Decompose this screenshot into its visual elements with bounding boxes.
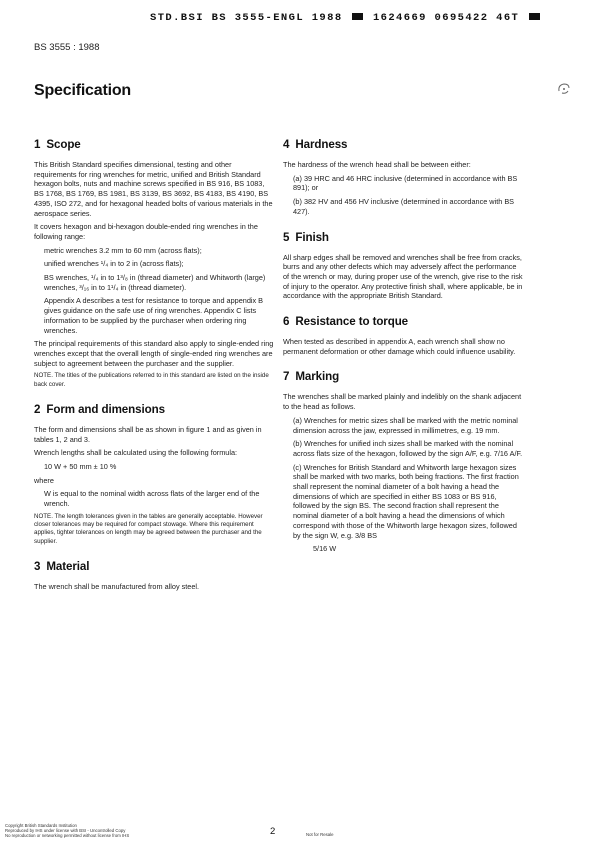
- paragraph: The hardness of the wrench head shall be between either:: [283, 160, 471, 169]
- paragraph: It covers hexagon and bi-hexagon double-ended ring wrenches in the following range:: [34, 222, 258, 241]
- list-item: (b) Wrenches for unified inch sizes shall be marked with the nominal across flats size of the hexagon, followed by the sign A/F, e.g. 7/16 A/F.: [293, 439, 523, 458]
- barcode-block-icon: [352, 13, 363, 20]
- standard-number: BS 3555 : 1988: [34, 42, 100, 53]
- section-heading: 7 Marking: [283, 370, 340, 384]
- list-item: (b) 382 HV and 456 HV inclusive (determined in accordance with BS 427).: [293, 197, 515, 216]
- section-heading: 2 Form and dimensions: [34, 402, 165, 416]
- definition: W is equal to the nominal width across flats of the larger end of the wrench.: [44, 489, 260, 509]
- left-column: [34, 138, 276, 606]
- section-heading: 1 Scope: [34, 138, 81, 151]
- example-mark: 5/16 W: [313, 544, 337, 554]
- section-finish: [283, 231, 523, 302]
- section-heading: 5 Finish: [283, 230, 329, 244]
- section-material: [34, 560, 276, 592]
- paragraph: The wrenches shall be marked plainly and indelibly on the shank adjacent to the head as follows.: [283, 392, 522, 412]
- section-scope: [34, 138, 276, 389]
- paragraph: The wrench shall be manufactured from alloy steel.: [34, 582, 200, 592]
- paragraph: When tested as described in appendix A, each wrench shall show no permanent deformation or other damage which could influence usability.: [283, 337, 516, 356]
- section-resistance-to-torque: [283, 315, 523, 356]
- list-item: (a) Wrenches for metric sizes shall be marked with the metric nominal dimension across the jaw, expressed in millimetres, e.g. 19 mm.: [293, 415, 518, 435]
- kitemark-logo-icon: [556, 82, 572, 96]
- document-code-left: STD.BSI BS 3555-ENGL 1988: [150, 12, 343, 24]
- range-item: unified wrenches ¹/₄ in to 2 in (across flats);: [44, 259, 184, 269]
- page-title: Specification: [34, 82, 131, 99]
- copyright-notice: Copyright British Standards Institution Reproduced by IHS under license with BSI - Uncontrolled Copy No reproduction or networking permitted without license from IHS: [5, 823, 130, 839]
- section-heading: 4 Hardness: [283, 138, 348, 151]
- section-hardness: [283, 138, 523, 217]
- note: NOTE. The length tolerances given in the tables are generally acceptable. However closer tolerances may be required for compact stowage. Where this requirement applies, tighter tolerances on length may be agreed between the purchaser and the supplier.: [34, 512, 263, 545]
- paragraph: This British Standard specifies dimensional, testing and other requirements for ring wrenches for metric, unified and British Standard hexagon bolts, nuts and machine screws specified in BS 916, BS 1083, BS 1768, BS 1769, BS 1981, BS 3139, BS 3692, BS 4183, BS 4190, BS 4395, ISO 272, and for hexagonal headed bolts of various materials in the aerospace series.: [34, 160, 273, 218]
- paragraph: Wrench lengths shall be calculated using the following formula:: [34, 448, 238, 458]
- note: NOTE. The titles of the publications referred to in this standard are listed on the inside back cover.: [34, 372, 269, 388]
- section-form-and-dimensions: [34, 403, 276, 546]
- section-heading: 6 Resistance to torque: [283, 315, 409, 329]
- right-column: [283, 138, 523, 568]
- list-item: (a) 39 HRC and 46 HRC inclusive (determined in accordance with BS 891); or: [293, 173, 518, 193]
- barcode-block-icon: [529, 13, 540, 20]
- list-item: (c) Wrenches for British Standard and Whitworth large hexagon sizes shall be marked with two marks, both being fractions. The first fraction shall represent the nominal diameter of a bolt having a head the dimensions of which are specified in either BS 1083 or BS 916, followed by the sign BS. The second fraction shall represent the nominal diameter of a bolt having a head the dimensions of which correspond with those of the Whitworth large hexagon sizes, followed by the sign W, e.g. 3/8 BS: [293, 462, 519, 540]
- section-heading: 3 Material: [34, 560, 90, 574]
- paragraph: The principal requirements of this standard also apply to single-ended ring wrenches except that the overall length of single-ended ring wrenches are subject to agreement between the purchaser and the supplier.: [34, 339, 274, 368]
- document-code-right: 1624669 0695422 46T: [372, 12, 520, 24]
- range-item: BS wrenches, ¹/₄ in to 1³/₈ in (thread diameter) and Whitworth (large) wrenches, ³/₁₆ in to 1¹/₄ in (thread diameter).: [44, 273, 266, 292]
- paragraph: All sharp edges shall be removed and wrenches shall be free from cracks, burrs and any other defects which may adversely affect the performance of the wrench or may, during proper use of the wrench, give rise to the risk of injury to the operator. Any protective finish shall, where applicable, be in accordance with the appropriate British Standard.: [283, 252, 523, 301]
- resale-notice: Not for Resale: [306, 832, 334, 837]
- paragraph: where: [34, 475, 54, 485]
- section-marking: [283, 370, 523, 554]
- range-item: metric wrenches 3.2 mm to 60 mm (across flats);: [44, 245, 202, 255]
- document-code-strip: [150, 12, 590, 24]
- page-number: 2: [270, 826, 276, 837]
- formula: 10 W + 50 mm ± 10 %: [44, 462, 117, 472]
- paragraph: The form and dimensions shall be as shown in figure 1 and as given in tables 1, 2 and 3.: [34, 424, 262, 444]
- paragraph: Appendix A describes a test for resistance to torque and appendix B gives guidance on the safe use of ring wrenches. Appendix C lists information to be supplied by the purchaser when ordering ring wrenches.: [44, 296, 264, 335]
